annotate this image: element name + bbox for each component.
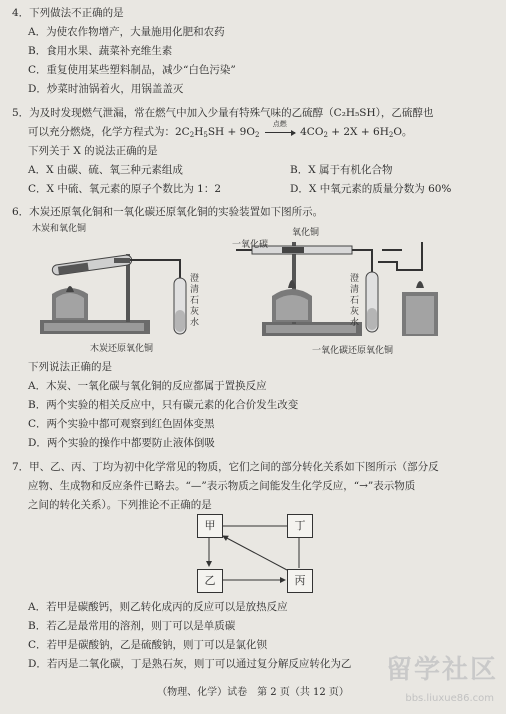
figure-charcoal-apparatus xyxy=(30,222,200,357)
q7-option-a: A．若甲是碳酸钙，则乙转化成丙的反应可以是放热反应 xyxy=(28,601,288,613)
q4-stem: 4．下列做法不正确的是 xyxy=(12,7,124,19)
q5-option-a: A．X 由碳、硫、氧三种元素组成 xyxy=(28,164,183,176)
box-bing: 丙 xyxy=(287,569,313,593)
fig2-label-co: 一氧化碳 xyxy=(232,240,269,250)
watermark-url: bbs.liuxue86.com xyxy=(405,693,494,704)
q7-relation-diagram xyxy=(195,514,315,594)
q7-stem-line3: 之间的转化关系）。下列推论不正确的是 xyxy=(28,499,212,511)
box-jia: 甲 xyxy=(197,514,223,538)
q7-option-d: D．若丙是二氧化碳，丁是熟石灰，则丁可以通过复分解反应转化为乙 xyxy=(28,658,352,670)
q4-option-d: D．炒菜时油锅着火，用锅盖盖灭 xyxy=(28,83,184,95)
fig1-label-limewater: 澄清石灰水 xyxy=(190,274,200,328)
fig1-label-reactants: 木炭和氧化铜 xyxy=(32,224,87,234)
charcoal-apparatus-drawing xyxy=(30,222,200,357)
q6-stem: 6．木炭还原氧化铜和一氧化碳还原氧化铜的实验装置如下图所示。 xyxy=(12,206,324,218)
q5-option-d: D．X 中氧元素的质量分数为 60% xyxy=(290,183,452,195)
q7-stem-line2: 应物、生成物和反应条件已略去。“—”表示物质之间能发生化学反应，“→”表示物质 xyxy=(28,480,416,492)
fig2-caption: 一氧化碳还原氧化铜 xyxy=(312,346,394,356)
q7-stem-line1: 7．甲、乙、丙、丁均为初中化学常见的物质，它们之间的部分转化关系如下图所示（部分反 xyxy=(12,461,439,473)
fig2-label-cuo: 氧化铜 xyxy=(292,228,320,238)
fig2-label-limewater: 澄清石灰水 xyxy=(350,274,360,328)
fig1-caption: 木炭还原氧化铜 xyxy=(90,344,154,354)
q6-option-a: A．木炭、一氧化碳与氧化铜的反应都属于置换反应 xyxy=(28,380,267,392)
box-yi: 乙 xyxy=(197,569,223,593)
q6-option-d: D．两个实验的操作中都要防止液体倒吸 xyxy=(28,437,215,449)
q7-option-b: B．若乙是最常用的溶剂，则丁可以是单质碳 xyxy=(28,620,236,632)
q5-prompt: 下列关于 X 的说法正确的是 xyxy=(28,145,158,157)
q5-stem-line1: 5．为及时发现燃气泄漏，常在燃气中加入少量有特殊气味的乙硫醇（C₂H₅SH），乙硫醇也 xyxy=(12,107,434,119)
reaction-condition-arrow: 点燃 xyxy=(263,125,297,139)
q6-option-b: B．两个实验的相关反应中，只有碳元素的化合价发生改变 xyxy=(28,399,299,411)
box-ding: 丁 xyxy=(287,514,313,538)
q6-prompt: 下列说法正确的是 xyxy=(28,361,112,373)
q4-option-b: B．食用水果、蔬菜补充维生素 xyxy=(28,45,173,57)
q4-option-a: A．为使农作物增产，大量施用化肥和农药 xyxy=(28,26,225,38)
q5-equation-line: 可以充分燃烧，化学方程式为：2C2H5SH + 9O2 点燃 4CO2 + 2X + 6H2O。 xyxy=(28,120,413,139)
page-footer: （物理、化学）试卷 第 2 页（共 12 页） xyxy=(157,687,349,698)
figure-co-apparatus xyxy=(232,222,482,357)
q4-option-c: C．重复使用某些塑料制品，减少“白色污染” xyxy=(28,64,236,76)
q5-option-b: B．X 属于有机化合物 xyxy=(290,164,393,176)
q5-option-c: C．X 中硫、氧元素的原子个数比为 1：2 xyxy=(28,183,222,195)
q7-option-c: C．若甲是碳酸钠，乙是硫酸钠，则丁可以是氯化钡 xyxy=(28,639,268,651)
q6-option-c: C．两个实验中都可观察到红色固体变黑 xyxy=(28,418,215,430)
watermark-logo: 留学社区 xyxy=(385,655,498,685)
